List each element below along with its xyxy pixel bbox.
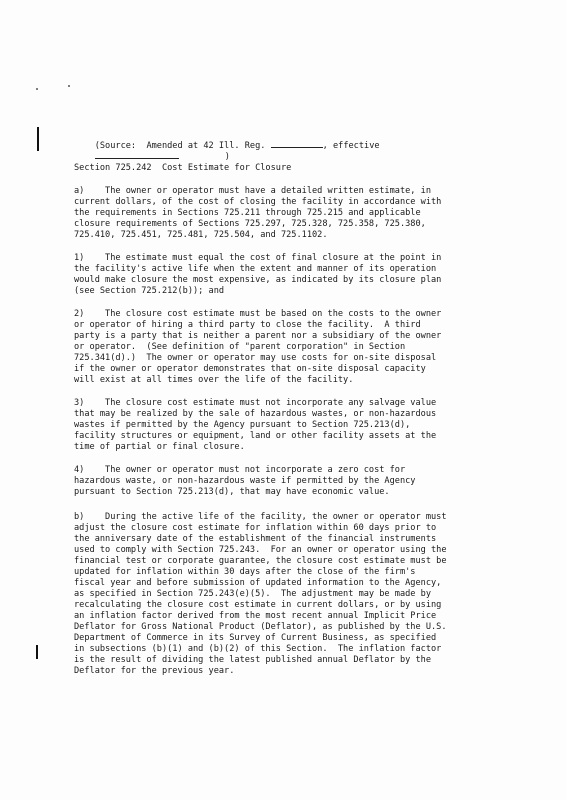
register-page-blank — [271, 147, 323, 148]
paragraph-line: Department of Commerce in its Survey of Current Business, as specified — [74, 633, 437, 643]
paragraph-line: Deflator for Gross National Product (Deflator), as published by the U.S. — [74, 622, 447, 632]
paragraph-line: party is a party that is neither a parent nor a subsidiary of the owner — [74, 331, 442, 341]
paragraph-line: 1) The estimate must equal the cost of final closure at the point in — [74, 253, 442, 263]
paragraph-line: that may be realized by the sale of hazardous wastes, or non-hazardous — [74, 409, 437, 419]
paragraph-line: adjust the closure cost estimate for inflation within 60 days prior to — [74, 523, 437, 533]
paragraph-line: 2) The closure cost estimate must be based on the costs to the owner — [74, 309, 442, 319]
section-heading: Section 725.242 Cost Estimate for Closure — [74, 163, 292, 173]
paragraph-line: facility structures or equipment, land or other facility assets at the — [74, 431, 437, 441]
paragraph-line: will exist at all times over the life of the facility. — [74, 375, 354, 385]
paragraph-line: hazardous waste, or non-hazardous waste if permitted by the Agency — [74, 476, 416, 486]
paragraph-line: recalculating the closure cost estimate in current dollars, or by using — [74, 600, 442, 610]
effective-date-blank — [95, 158, 179, 159]
scan-speck — [36, 88, 38, 90]
paragraph-line: 3) The closure cost estimate must not incorporate any salvage value — [74, 398, 437, 408]
paragraph-line: Deflator for the previous year. — [74, 666, 235, 676]
paragraph-line: current dollars, of the cost of closing the facility in accordance with — [74, 197, 442, 207]
paragraph-line: in subsections (b)(1) and (b)(2) of this Section. The inflation factor — [74, 644, 442, 654]
paragraph-line: the facility's active life when the extent and manner of its operation — [74, 264, 437, 274]
paragraph-line: or operator of hiring a third party to close the facility. A third — [74, 320, 421, 330]
paragraph-line: used to comply with Section 725.243. For an owner or operator using the — [74, 545, 447, 555]
paragraph-line: 725.410, 725.451, 725.481, 725.504, and 725.1102. — [74, 230, 328, 240]
paragraph-line: updated for inflation within 30 days after the close of the firm's — [74, 567, 416, 577]
paragraph-line: the requirements in Sections 725.211 through 725.215 and applicable — [74, 208, 421, 218]
change-bar — [37, 127, 39, 151]
paragraph-line: or operator. (See definition of "parent corporation" in Section — [74, 342, 406, 352]
change-bar — [36, 645, 38, 659]
paragraph-line: time of partial or final closure. — [74, 442, 245, 452]
source-middle: , effective — [322, 141, 380, 151]
paragraph-line: the anniversary date of the establishment of the financial instruments — [74, 534, 437, 544]
paragraph-line: as specified in Section 725.243(e)(5). The adjustment may be made by — [74, 589, 431, 599]
paragraph-line: would make closure the most expensive, as indicated by its closure plan — [74, 275, 442, 285]
paragraph-line: if the owner or operator demonstrates that on-site disposal capacity — [74, 364, 426, 374]
paragraph-line: wastes if permitted by the Agency pursuant to Section 725.213(d), — [74, 420, 411, 430]
paragraph-line: 4) The owner or operator must not incorporate a zero cost for — [74, 465, 406, 475]
source-close: ) — [224, 152, 230, 162]
paragraph-line: pursuant to Section 725.213(d), that may have economic value. — [74, 487, 390, 497]
paragraph-line: closure requirements of Sections 725.297, 725.328, 725.358, 725.380, — [74, 219, 426, 229]
paragraph-line: fiscal year and before submission of updated information to the Agency, — [74, 578, 442, 588]
paragraph-line: is the result of dividing the latest published annual Deflator by the — [74, 655, 431, 665]
paragraph-line: (see Section 725.212(b)); and — [74, 286, 225, 296]
scan-speck — [68, 85, 70, 87]
paragraph-line: an inflation factor derived from the most recent annual Implicit Price — [74, 611, 437, 621]
paragraph-line: financial test or corporate guarantee, the closure cost estimate must be — [74, 556, 447, 566]
paragraph-line: 725.341(d).) The owner or operator may use costs for on-site disposal — [74, 353, 437, 363]
paragraph-line: a) The owner or operator must have a detailed written estimate, in — [74, 186, 431, 196]
source-prefix: (Source: Amended at 42 Ill. Reg. — [94, 141, 271, 151]
paragraph-line: b) During the active life of the facility, the owner or operator must — [74, 512, 447, 522]
